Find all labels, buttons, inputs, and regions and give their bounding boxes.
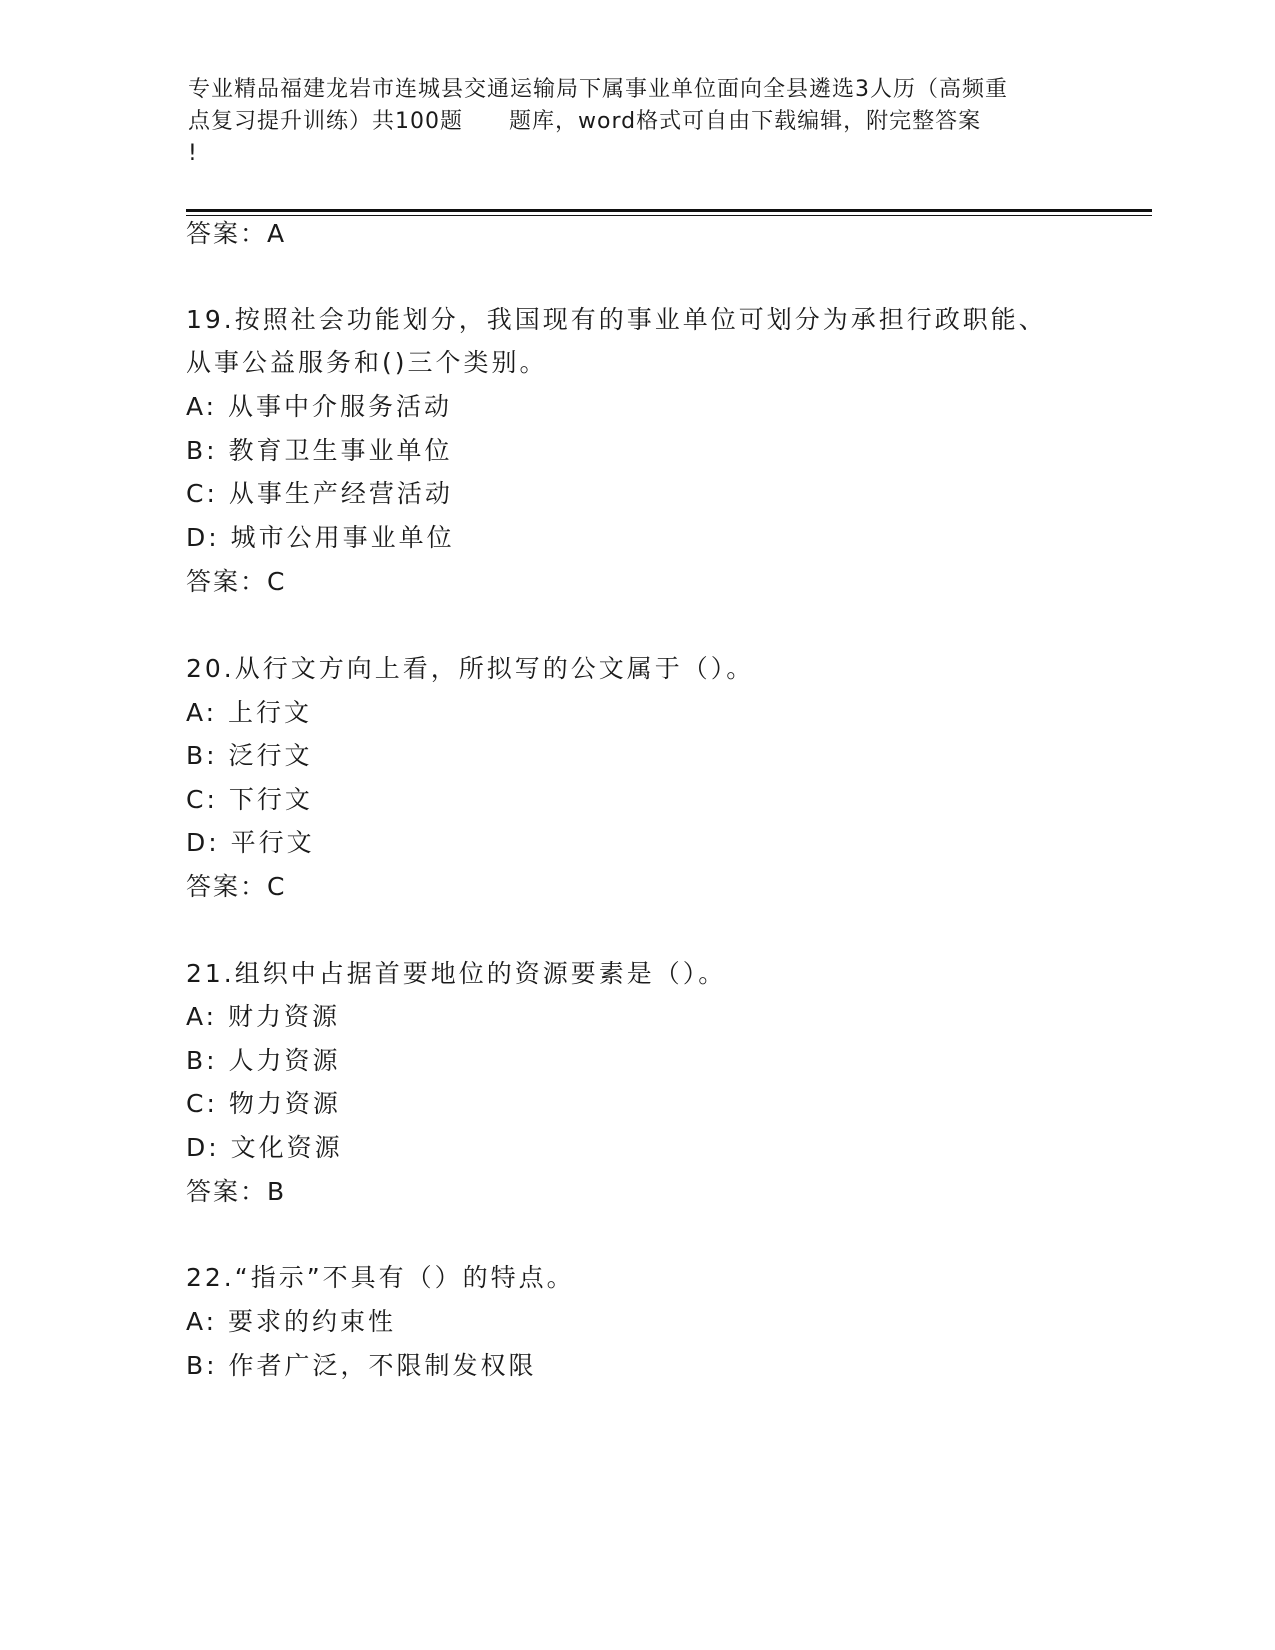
answer-value: A	[267, 219, 288, 248]
question-20-option-d: D: 平行文	[186, 828, 315, 857]
answer-label: 答案：	[186, 1177, 268, 1206]
answer-line-20	[186, 871, 287, 903]
answer-value: C	[267, 567, 288, 596]
answer-line-19	[186, 566, 287, 598]
question-21-option-b: B: 人力资源	[186, 1046, 341, 1075]
answer-value: B	[267, 1177, 288, 1206]
answer-value: C	[267, 872, 288, 901]
header-line-3: !	[188, 141, 198, 166]
question-19-option-c: C: 从事生产经营活动	[186, 479, 453, 508]
question-19-option-b: B: 教育卫生事业单位	[186, 436, 453, 465]
question-20-option-b: B: 泛行文	[186, 741, 313, 770]
answer-line-18	[186, 218, 287, 250]
answer-label: 答案：	[186, 567, 268, 596]
question-21-stem: 21.组织中占据首要地位的资源要素是（）。	[186, 959, 727, 988]
header-line-1: 专业精品福建龙岩市连城县交通运输局下属事业单位面向全县遴选3人历（高频重	[188, 77, 1008, 102]
question-21-option-a: A: 财力资源	[186, 1002, 341, 1031]
header-rule-thick	[186, 209, 1152, 212]
question-19-option-d: D: 城市公用事业单位	[186, 523, 455, 552]
header-line-2: 点复习提升训练）共100题 题库，word格式可自由下载编辑，附完整答案	[188, 109, 982, 134]
question-22-stem: 22.“指示”不具有（）的特点。	[186, 1263, 575, 1292]
question-21-option-d: D: 文化资源	[186, 1133, 343, 1162]
document-header	[188, 74, 1088, 170]
question-20-stem: 20.从行文方向上看，所拟写的公文属于（）。	[186, 654, 755, 683]
question-21-option-c: C: 物力资源	[186, 1089, 341, 1118]
question-20-option-c: C: 下行文	[186, 785, 313, 814]
question-22-option-a: A: 要求的约束性	[186, 1307, 397, 1336]
answer-line-21	[186, 1176, 287, 1208]
answer-label: 答案：	[186, 219, 268, 248]
question-19-stem-line-1: 19.按照社会功能划分，我国现有的事业单位可划分为承担行政职能、	[186, 305, 1047, 334]
answer-label: 答案：	[186, 872, 268, 901]
question-19-stem-line-2: 从事公益服务和()三个类别。	[186, 348, 548, 377]
question-19-option-a: A: 从事中介服务活动	[186, 392, 453, 421]
question-20-option-a: A: 上行文	[186, 698, 313, 727]
header-rule-thin	[186, 215, 1152, 216]
question-22-option-b: B: 作者广泛，不限制发权限	[186, 1351, 537, 1380]
